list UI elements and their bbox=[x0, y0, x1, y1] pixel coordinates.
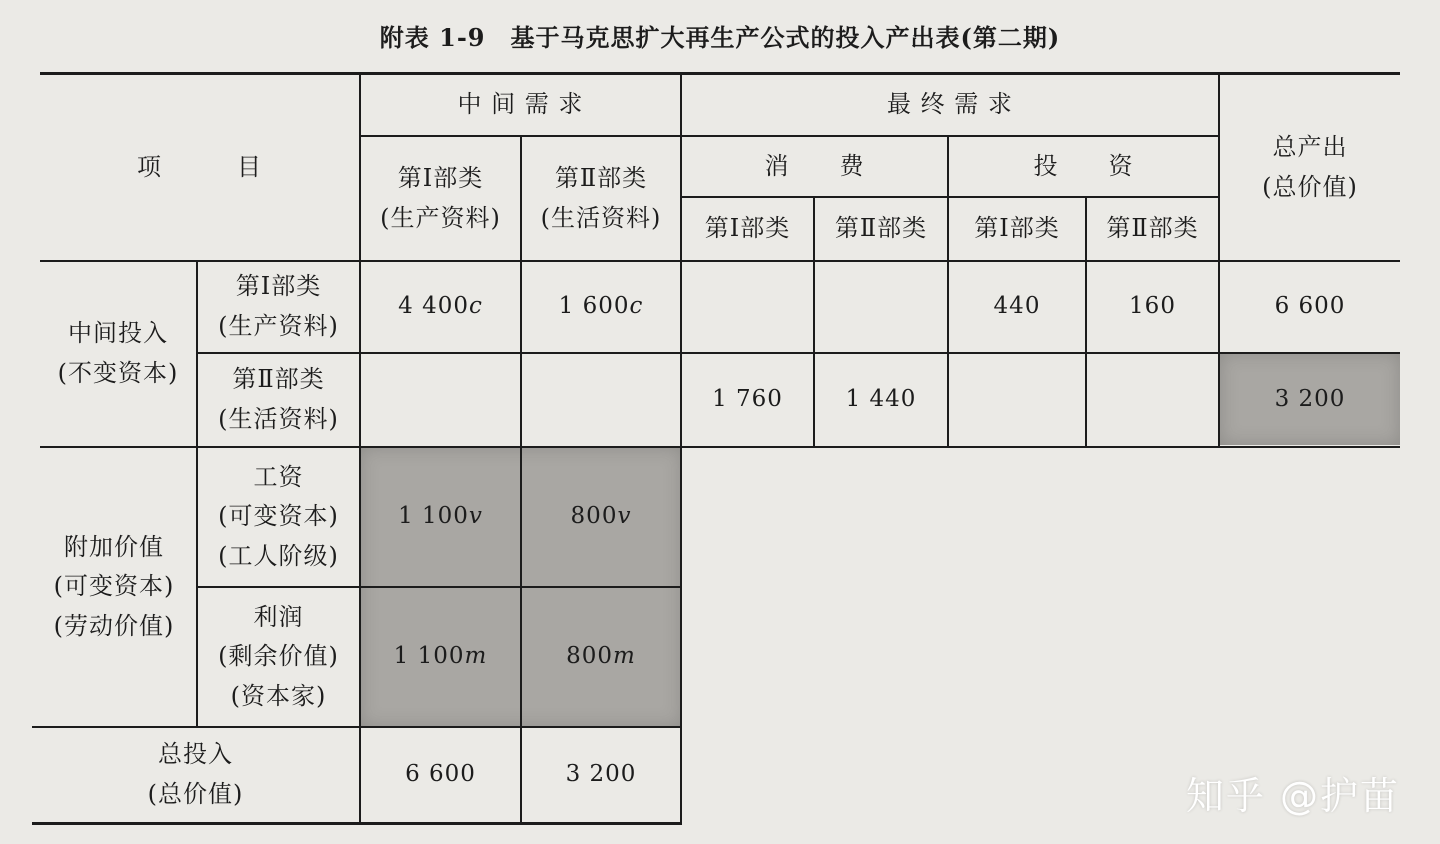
header-intermediate-demand: 中 间 需 求 bbox=[457, 90, 584, 119]
header-total-output: 总产出 (总价值) bbox=[1262, 132, 1358, 201]
header-investment-dept2: 第Ⅱ部类 bbox=[1106, 214, 1199, 243]
cell-r1-investment-dept2: 160 bbox=[1129, 293, 1176, 320]
row-wages: 工资 (可变资本) (工人阶级) bbox=[218, 462, 339, 570]
cell-r1-mid1-unit: c bbox=[468, 293, 483, 320]
cell-r1-mid1-value: 4 400 bbox=[398, 293, 469, 320]
cell-profit-mid1-value: 1 100 bbox=[393, 643, 465, 670]
cell-total-input-mid1: 6 600 bbox=[405, 761, 476, 788]
header-final-demand: 最 终 需 求 bbox=[887, 90, 1013, 119]
cell-profit-mid2-unit: m bbox=[613, 643, 636, 670]
cell-wages-mid1 bbox=[361, 448, 520, 586]
row-total-input: 总投入 (总价值) bbox=[147, 740, 244, 808]
cell-r1-total-output: 6 600 bbox=[1274, 293, 1346, 320]
cell-r2-consumption-dept1: 1 760 bbox=[712, 386, 783, 413]
cell-total-input-mid2: 3 200 bbox=[565, 761, 637, 788]
cell-profit-mid2 bbox=[522, 588, 680, 726]
row-intermediate-input: 中间投入 (不变资本) bbox=[57, 319, 179, 387]
watermark: 知乎 @护苗 bbox=[1185, 774, 1400, 818]
row-value-added: 附加价值 (可变资本) (劳动价值) bbox=[53, 532, 175, 640]
cell-r2-total-output: 3 200 bbox=[1274, 386, 1346, 413]
table-title: 附表 1-9 基于马克思扩大再生产公式的投入产出表(第二期) bbox=[379, 23, 1061, 52]
header-dept1-production: 第Ⅰ部类 (生产资料) bbox=[380, 163, 501, 232]
row-dept1: 第Ⅰ部类 (生产资料) bbox=[218, 272, 339, 340]
row-profit: 利润 (剩余价值) (资本家) bbox=[218, 602, 339, 710]
cell-wages-mid2-unit: v bbox=[617, 503, 632, 530]
cell-r1-mid1 bbox=[361, 262, 520, 352]
cell-r1-mid2-unit: c bbox=[629, 293, 644, 320]
cell-profit-mid2-value: 800 bbox=[566, 643, 614, 670]
cell-wages-mid1-value: 1 100 bbox=[398, 503, 469, 530]
cell-profit-mid1-unit: m bbox=[464, 643, 488, 670]
cell-profit-mid1 bbox=[361, 588, 520, 726]
cell-wages-mid2-value: 800 bbox=[570, 503, 618, 530]
header-consumption-dept1: 第Ⅰ部类 bbox=[704, 214, 791, 243]
header-investment-dept1: 第Ⅰ部类 bbox=[974, 214, 1060, 243]
header-item: 项 目 bbox=[137, 152, 262, 181]
cell-r1-investment-dept1: 440 bbox=[993, 293, 1041, 320]
header-dept2-living: 第Ⅱ部类 (生活资料) bbox=[540, 163, 662, 232]
header-consumption: 消 费 bbox=[764, 151, 865, 180]
cell-r2-consumption-dept2: 1 440 bbox=[845, 386, 917, 413]
cell-wages-mid1-unit: v bbox=[468, 503, 483, 530]
cell-r1-mid2 bbox=[522, 262, 680, 352]
header-consumption-dept2: 第Ⅱ部类 bbox=[834, 214, 928, 243]
cell-wages-mid2 bbox=[522, 448, 680, 586]
header-investment: 投 资 bbox=[1033, 151, 1134, 180]
row-dept2: 第Ⅱ部类 (生活资料) bbox=[218, 365, 339, 433]
rule-table-bottom bbox=[32, 822, 682, 825]
cell-r1-mid2-value: 1 600 bbox=[558, 293, 630, 320]
